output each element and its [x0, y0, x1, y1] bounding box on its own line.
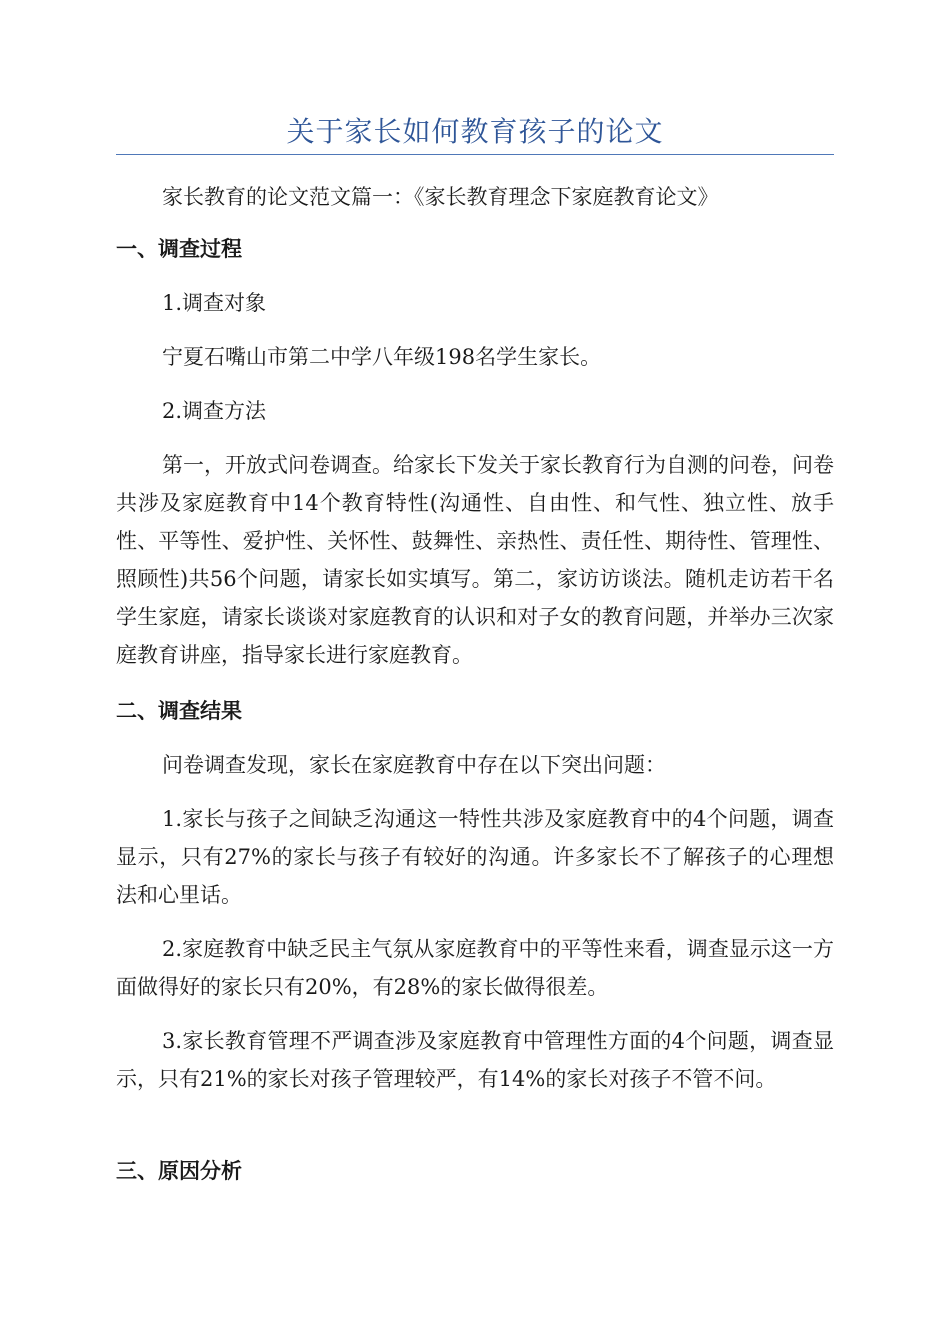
title-underline [116, 154, 834, 155]
section-heading-cause-analysis: 三、原因分析 [116, 1159, 242, 1183]
subtitle-paragraph: 家长教育的论文范文篇一：《家长教育理念下家庭教育论文》 [162, 185, 719, 209]
finding-paragraph-2: 2.家庭教育中缺乏民主气氛从家庭教育中的平等性来看，调查显示这一方面做得好的家长只有20%，有28%的家长做得很差。 [116, 937, 834, 999]
survey-subject-text: 宁夏石嘴山市第二中学八年级198名学生家长。 [162, 345, 602, 369]
section-heading-survey-process: 一、调查过程 [116, 237, 242, 261]
results-intro: 问卷调查发现，家长在家庭教育中存在以下突出问题： [162, 753, 666, 777]
survey-method-paragraph: 第一，开放式问卷调查。给家长下发关于家长教育行为自测的问卷，问卷共涉及家庭教育中14个教育特性(沟通性、自由性、和气性、独立性、放手性、平等性、爱护性、关怀性、鼓舞性、亲热性、责任性、期待性、管理性、照顾性)共56个问题，请家长如实填写。第二，家访访谈法。随机走访若干名学生家庭，请家长谈谈对家庭教育的认识和对子女的教育问题，并举办三次家庭教育讲座，指导家长进行家庭教育。 [116, 453, 834, 667]
document-title: 关于家长如何教育孩子的论文 [286, 115, 664, 148]
survey-method-label: 2.调查方法 [162, 399, 267, 423]
survey-subject-label: 1.调查对象 [162, 291, 267, 315]
finding-paragraph-3: 3.家长教育管理不严调查涉及家庭教育中管理性方面的4个问题，调查显示，只有21%的家长对孩子管理较严，有14%的家长对孩子不管不问。 [116, 1029, 834, 1091]
section-heading-survey-results: 二、调查结果 [116, 699, 242, 723]
finding-paragraph-1: 1.家长与孩子之间缺乏沟通这一特性共涉及家庭教育中的4个问题，调查显示，只有27%的家长与孩子有较好的沟通。许多家长不了解孩子的心理想法和心里话。 [116, 807, 834, 907]
